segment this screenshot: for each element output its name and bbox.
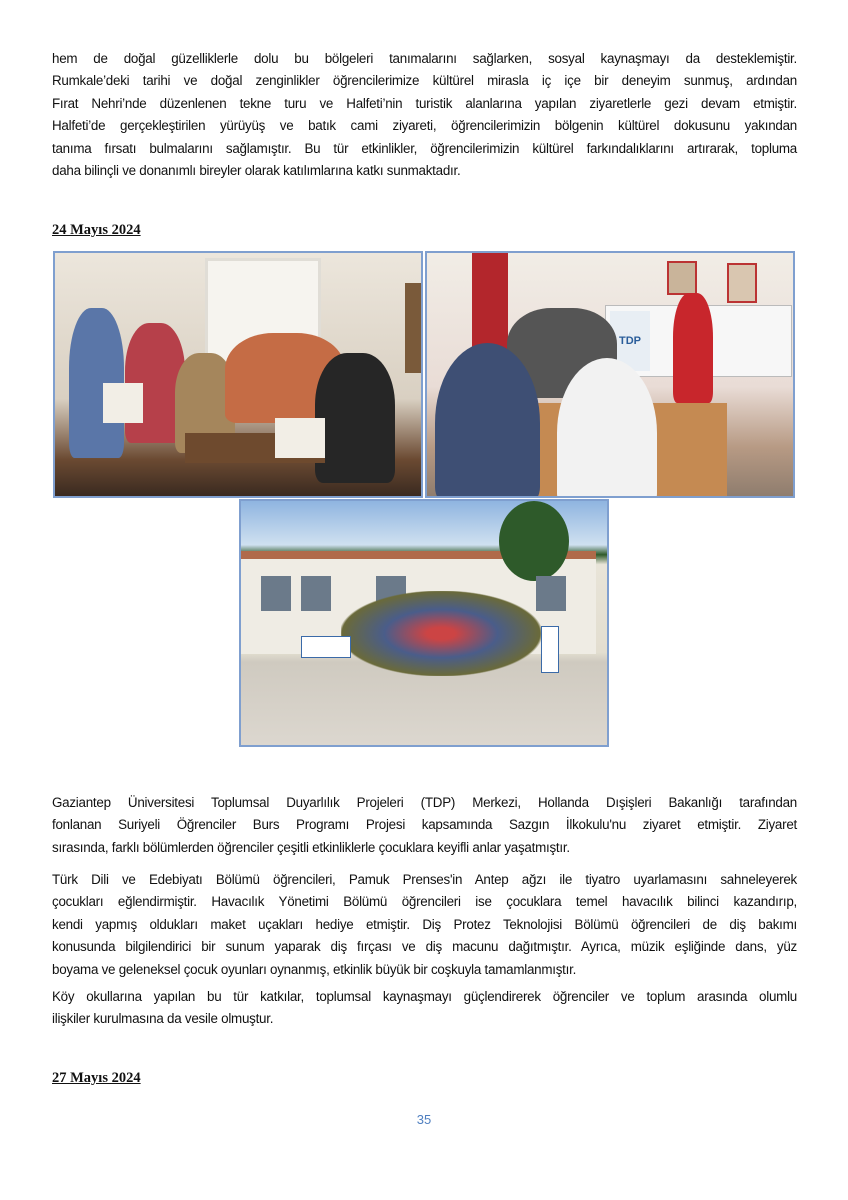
text-line: Gaziantep Üniversitesi Toplumsal Duyarlılık Projeleri (TDP) Merkezi, Hollanda Dışişleri Bakanlığı tarafından [52, 795, 797, 810]
text-line: Rumkale’deki tarihi ve doğal zenginlikler öğrencilerimize kültürel mirasla iç içe bir deneyim sunmuş, ardından [52, 73, 797, 89]
page-number: 35 [416, 1112, 432, 1127]
text-line: ilişkiler kurulmasına da vesile olmuştur. [52, 1011, 274, 1027]
paragraph-1 [52, 48, 797, 182]
tdp-banner: TDP [610, 311, 650, 371]
date-heading-27-may: 27 Mayıs 2024 [52, 1070, 141, 1086]
text-line: hem de doğal güzelliklerle dolu bu bölgeleri tanımalarını sağlarken, sosyal kaynaşmayı da desteklemiştir. [52, 51, 797, 66]
text-line: Türk Dili ve Edebiyatı Bölümü öğrencileri, Pamuk Prenses'in Antep ağzı ile tiyatro uyarlamasını sahneleyerek [52, 872, 797, 887]
text-line: boyama ve geleneksel çocuk oyunları oynanmış, etkinlik büyük bir coşkuyla tamamlanmıştır. [52, 961, 577, 977]
photo-school-group [239, 499, 609, 747]
text-line: Köy okullarına yapılan bu tür katkılar, toplumsal kaynaşmayı güçlendirerek öğrenciler ve toplum arasında olumlu [52, 989, 797, 1004]
paragraph-2 [52, 792, 797, 859]
photo-students-with-bags [53, 251, 423, 498]
text-line: fonlanan Suriyeli Öğrenciler Burs Programı Projesi kapsamında Sazgın İlkokulu'nu ziyaret etmiştir. Ziyaret [52, 817, 797, 833]
text-line: konusunda bilgilendirici bir sunum yaparak diş fırçası ve diş macunu dağıtmıştır. Ayrıca, müzik eşliğinde dans, yüz [52, 939, 797, 955]
paragraph-3 [52, 869, 797, 981]
paragraph-4 [52, 986, 797, 1031]
text-line: tanıma fırsatı bulmalarını sağlamıştır. Bu tür etkinlikler, öğrencilerimizin kültürel farkındalıklarını artırarak, topluma [52, 140, 797, 156]
text-line: sırasında, farklı bölümlerden öğrenciler çeşitli etkinliklerle çocuklara keyifli anlar yaşatmıştır. [52, 839, 570, 855]
text-line: çocukları eğlendirmiştir. Havacılık Yönetimi Bölümü öğrencileri ise çocuklara temel havacılık bilinci kazandırıp, [52, 894, 797, 910]
text-line: Fırat Nehri’nde düzenlenen tekne turu ve Halfeti’nin turistik alanlarına yapılan ziyaretlerle gezi devam etmiştir. [52, 95, 797, 111]
date-heading-24-may: 24 Mayıs 2024 [52, 222, 141, 238]
text-line: Halfeti’de gerçekleştirilen yürüyüş ve batık cami ziyareti, öğrencilerimizin bölgenin kültürel dokusunu yakından [52, 118, 797, 134]
text-line: kendi yapmış oldukları maket uçakları hediye etmiştir. Diş Protez Teknolojisi Bölümü öğrencileri de diş bakımı [52, 916, 797, 932]
text-line: daha bilinçli ve donanımlı bireyler olarak katılımlarına katkı sunmaktadır. [52, 162, 461, 178]
photo-classroom-presentation [425, 251, 795, 498]
